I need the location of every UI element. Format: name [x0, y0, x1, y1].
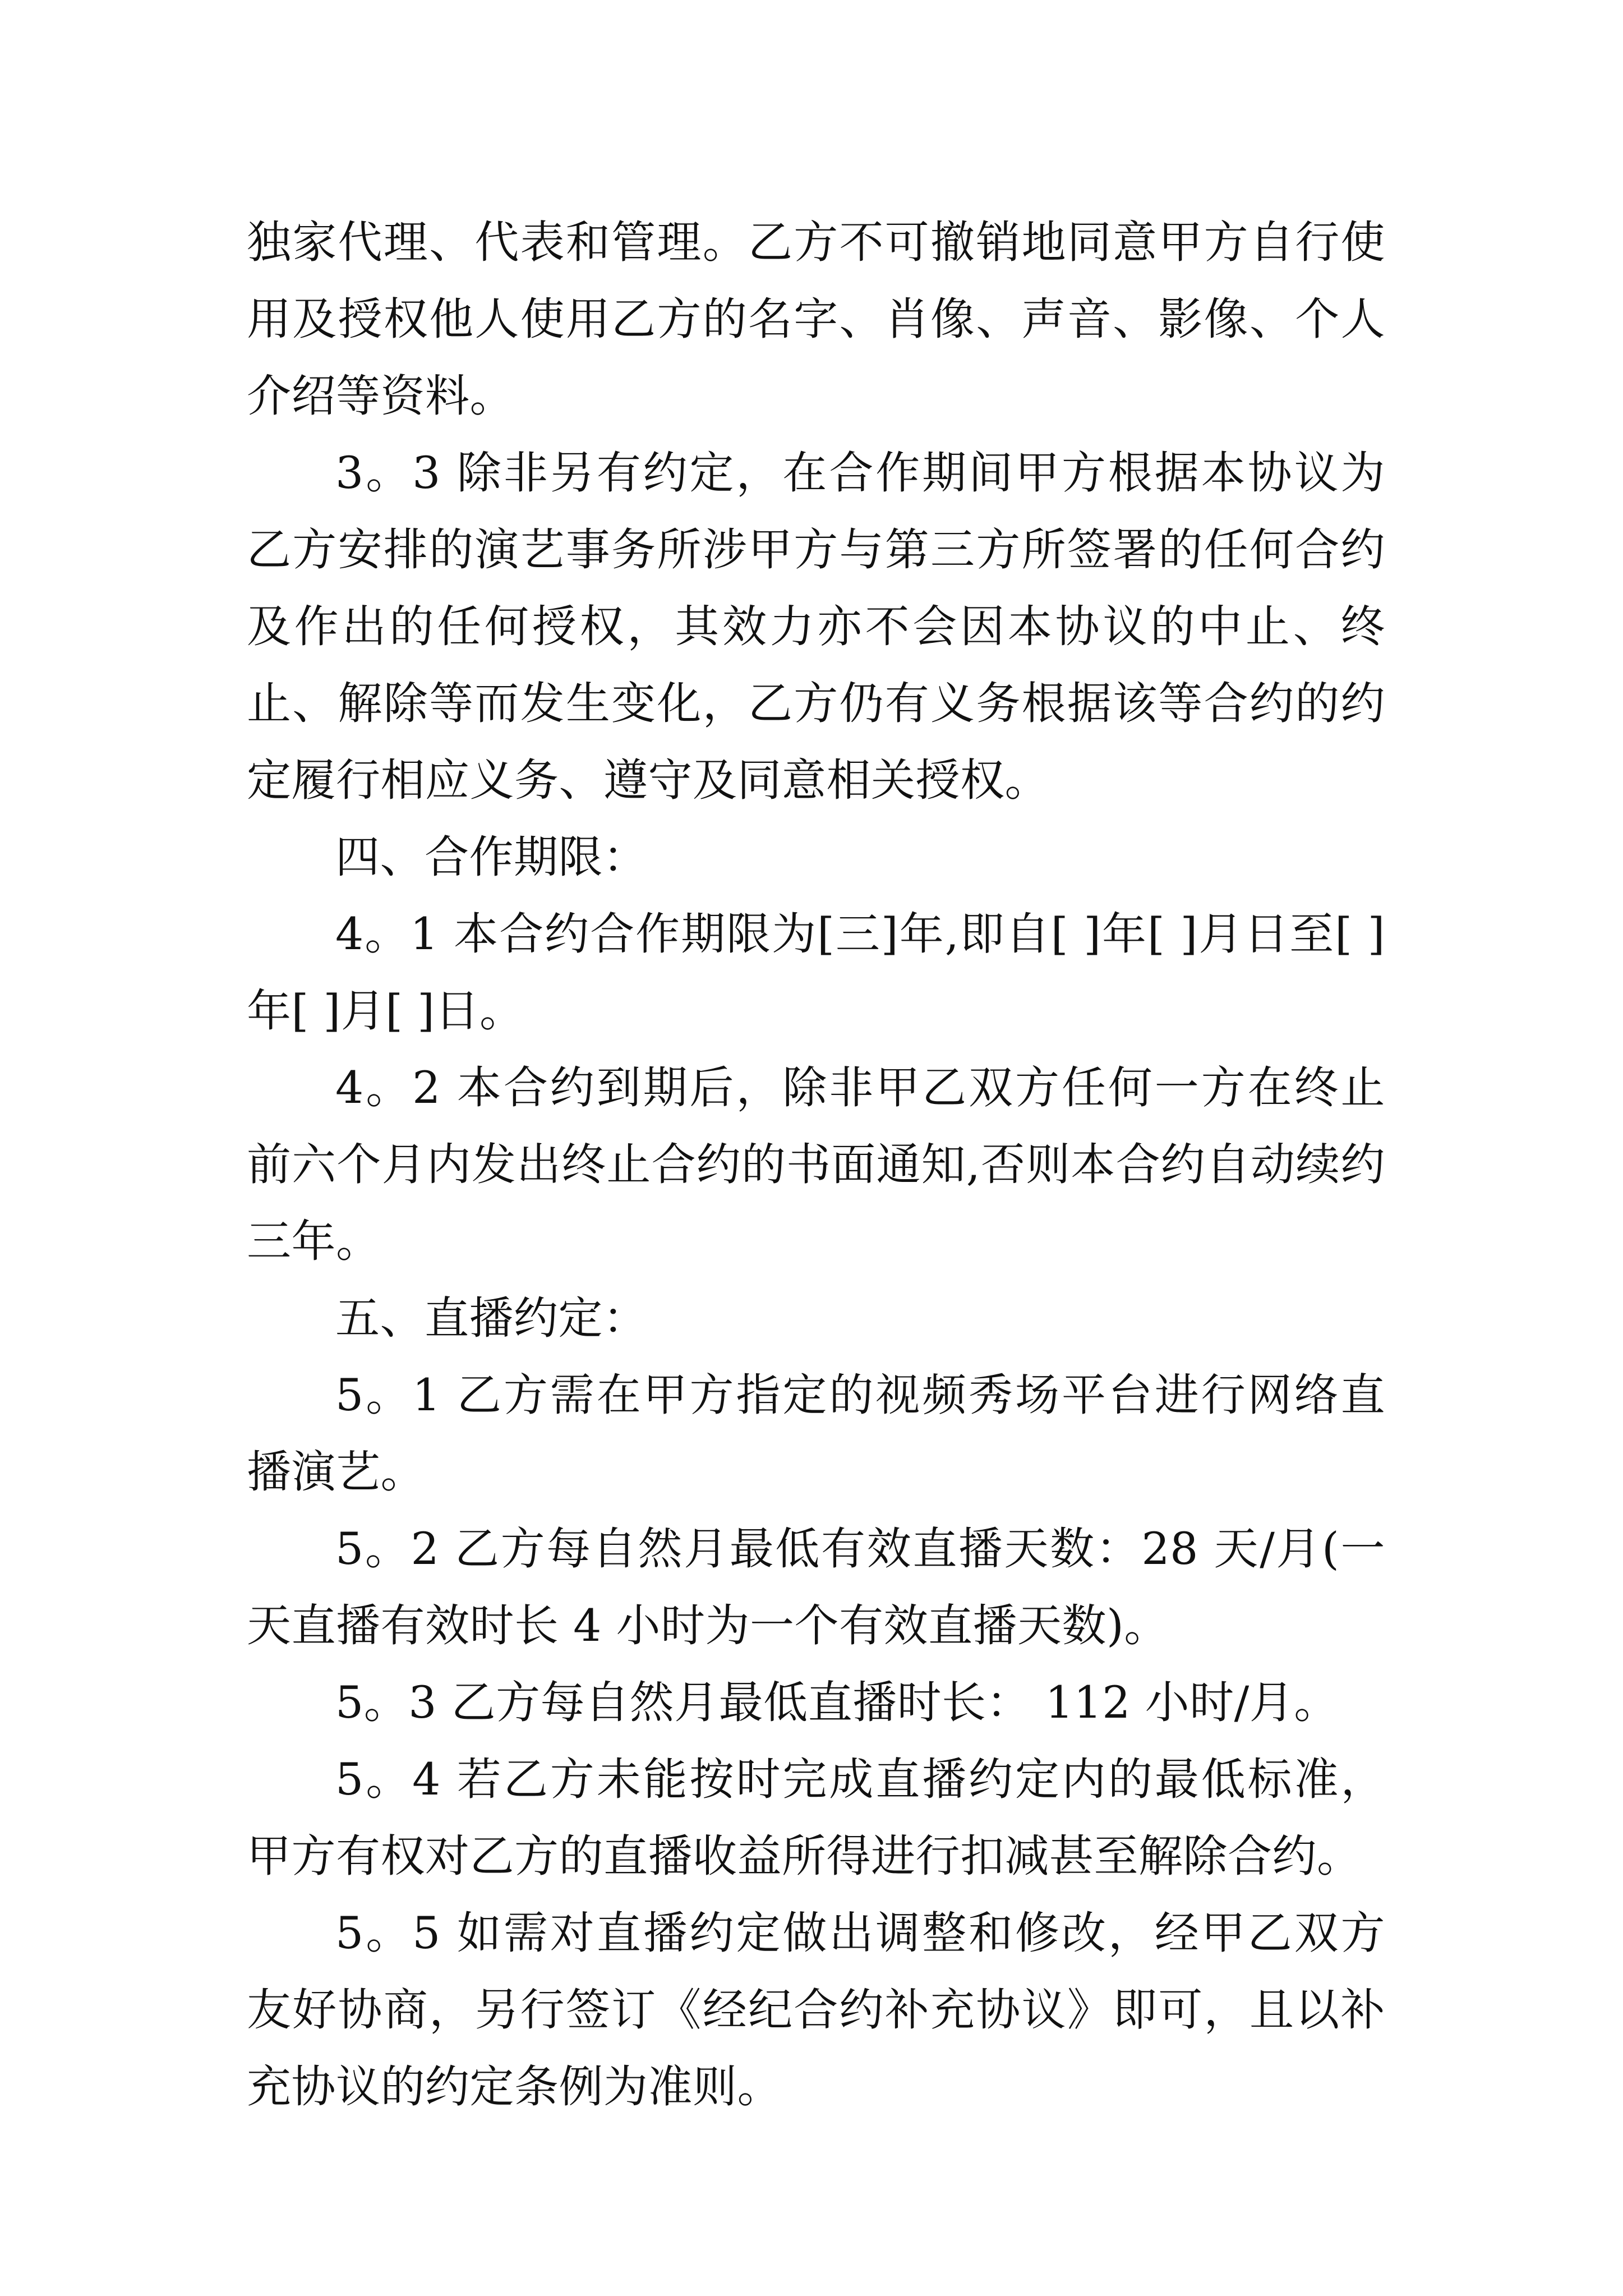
section-heading-live-streaming: 五、直播约定： — [335, 1292, 648, 1344]
paragraph-clause-4-1: 4。1 本合约合作期限为[三]年,即自[ ]年[ ]月日至[ ]年[ ]月[ ]日。 — [247, 908, 1385, 1037]
paragraph-clause-5-3: 5。3 乙方每自然月最低直播时长： 112 小时/月。 — [335, 1677, 1339, 1728]
paragraph-clause-3-3: 3。3 除非另有约定，在合作期间甲方根据本协议为乙方安排的演艺事务所涉甲方与第三方所签署的任何合约及作出的任何授权，其效力亦不会因本协议的中止、终止、解除等而发生变化，乙方仍有义务根据该等合约的约定履行相应义务、遵守及同意相关授权。 — [247, 447, 1385, 806]
paragraph-clause-5-2: 5。2 乙方每自然月最低有效直播天数：28 天/月(一天直播有效时长 4 小时为一个有效直播天数)。 — [247, 1523, 1385, 1651]
paragraph-clause-5-4: 5。4 若乙方未能按时完成直播约定内的最低标准，甲方有权对乙方的直播收益所得进行扣减甚至解除合约。 — [247, 1754, 1385, 1882]
paragraph-clause-5-5: 5。5 如需对直播约定做出调整和修改，经甲乙双方友好协商，另行签订《经纪合约补充协议》即可，且以补充协议的约定条例为准则。 — [247, 1907, 1385, 2113]
paragraph-continuation: 独家代理、代表和管理。乙方不可撤销地同意甲方自行使用及授权他人使用乙方的名字、肖像、声音、影像、个人介绍等资料。 — [247, 217, 1385, 422]
section-heading-cooperation-term: 四、合作期限： — [335, 831, 648, 883]
paragraph-clause-4-2: 4。2 本合约到期后，除非甲乙双方任何一方在终止前六个月内发出终止合约的书面通知,否则本合约自动续约三年。 — [247, 1062, 1385, 1267]
paragraph-clause-5-1: 5。1 乙方需在甲方指定的视频秀场平台进行网络直播演艺。 — [247, 1369, 1385, 1498]
document-body — [247, 204, 1385, 2125]
